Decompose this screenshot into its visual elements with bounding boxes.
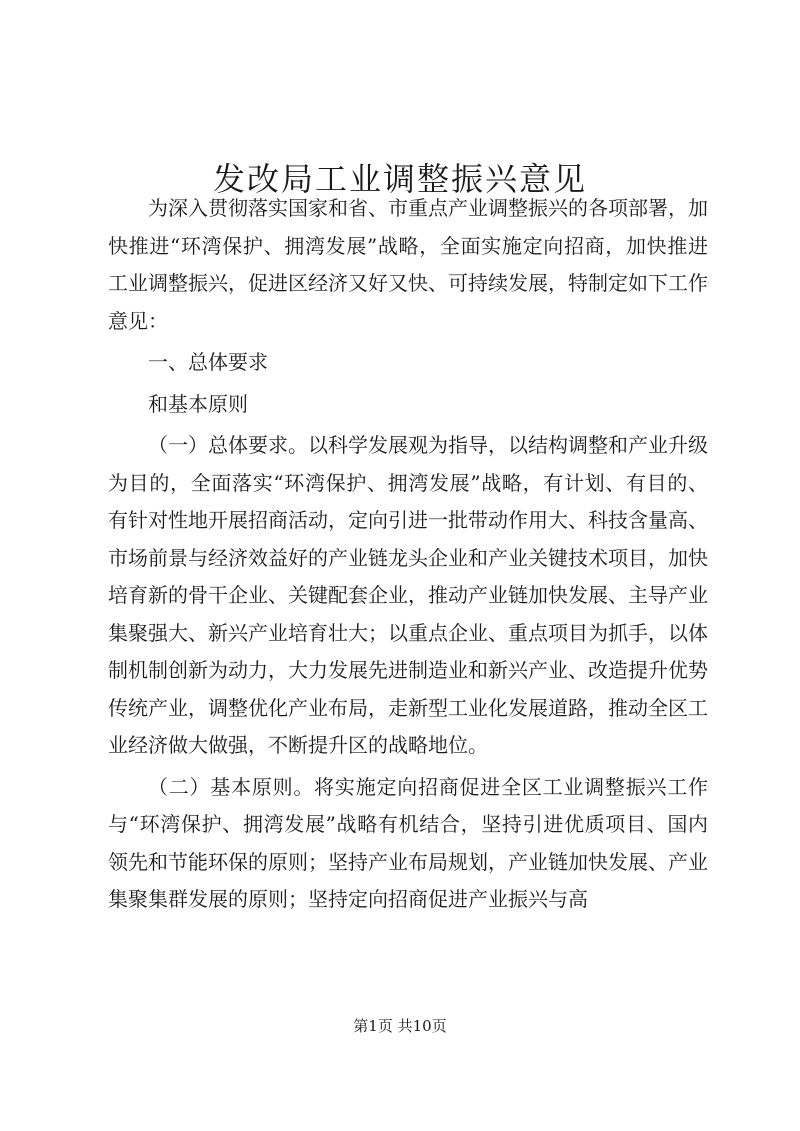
- document-body: [108, 190, 708, 919]
- paragraph-basic-principles: （二）基本原则。将实施定向招商促进全区工业调整振兴工作与“环湾保护、拥湾发展”战略有机结合，坚持引进优质项目、国内领先和节能环保的原则；坚持产业布局规划，产业链加快发展、产业集聚集群发展的原则；坚持定向招商促进产业振兴与高: [108, 774, 708, 911]
- paragraph-overall-requirements: （一）总体要求。以科学发展观为指导，以结构调整和产业升级为目的，全面落实“环湾保护、拥湾发展”战略，有计划、有目的、有针对性地开展招商活动，定向引进一批带动作用大、科技含量高、市场前景与经济效益好的产业链龙头企业和产业关键技术项目，加快培育新的骨干企业、关键配套企业，推动产业链加快发展、主导产业集聚强大、新兴产业培育壮大；以重点企业、重点项目为抓手，以体制机制创新为动力，大力发展先进制造业和新兴产业、改造提升优势传统产业，调整优化产业布局，走新型工业化发展道路，推动全区工业经济做大做强，不断提升区的战略地位。: [108, 433, 708, 757]
- page-indicator: 第1页 共10页: [353, 1017, 447, 1035]
- section-heading-1-continued: 和基本原则: [148, 391, 248, 416]
- document-title: 发改局工业调整振兴意见: [212, 160, 587, 199]
- page-footer: [0, 1016, 800, 1036]
- intro-paragraph: 为深入贯彻落实国家和省、市重点产业调整振兴的各项部署，加快推进“环湾保护、拥湾发展”战略，全面实施定向招商，加快推进工业调整振兴，促进区经济又好又快、可持续发展，特制定如下工作意见：: [108, 196, 708, 333]
- section-heading-1: 一、总体要求: [148, 350, 268, 374]
